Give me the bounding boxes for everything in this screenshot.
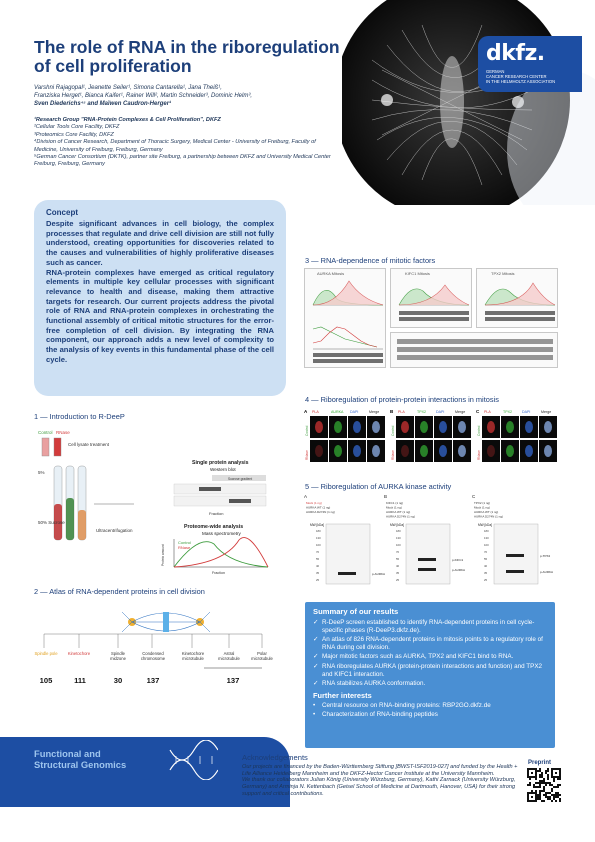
qr-code-icon[interactable] <box>527 768 561 802</box>
cell-signal <box>506 445 514 457</box>
ladder-mark: 55 <box>396 557 400 561</box>
condition-label: Mock (1 ng) <box>306 501 322 505</box>
logo-wordmark: dkfz. <box>486 41 545 66</box>
authors-line-3: Sven Diederichs⁴⁵ and Maïwen Caudron-Herger¹ <box>34 101 172 108</box>
title-line-2: of cell proliferation <box>34 56 192 76</box>
condition-label: AURKA WT (1 ng) <box>386 510 411 514</box>
band-label: p-AURKA <box>452 568 466 572</box>
band-label: p-AURKA <box>540 570 554 574</box>
summary-item-text: RNA stabilizes AURKA conformation. <box>322 680 426 688</box>
cell-signal <box>439 445 447 457</box>
acknowledgements <box>242 753 524 798</box>
fraction-label-1: Fraction <box>209 511 224 516</box>
cell-signal <box>458 445 466 457</box>
cell-signal <box>420 445 428 457</box>
ppi-column-label: PLA <box>398 410 405 414</box>
check-icon: ✓ <box>313 619 319 626</box>
blot-band <box>506 570 524 573</box>
ladder-mark: 100 <box>484 543 489 547</box>
check-icon: ✓ <box>313 662 319 670</box>
ppi-panel-letter: A <box>304 409 308 414</box>
pct50-label: 50% Sucrose <box>38 520 65 525</box>
ack-text-1: Our projects are financed by the Baden-Württemberg Stiftung [BWST-ISF2019-027] and funded by the Health + Life Alliance Heidelberg Mannheim and the DKFZ-Hector Cancer Institute at the University Mannheim. <box>242 764 518 777</box>
ladder-mark: 130 <box>484 536 489 540</box>
mass-spec-label: Mass spectrometry <box>202 531 241 536</box>
kifc1-panel <box>390 268 472 328</box>
proteome-rnase-label: RNase <box>178 545 191 550</box>
footer-line-1: Functional and <box>34 748 101 759</box>
ack-text-2: We thank our collaborators Julian König (University Würzburg, Germany), Kathi Zarnack (University Würzburg, Germany) and Arminja N. Kettenbach (Geisel School of Medicine at Dartmouth, Hanover, USA) for their strong support and critical contributions. <box>242 777 516 797</box>
cell-signal <box>353 445 361 457</box>
mw-label: MW [kDa] <box>310 523 324 527</box>
control-label: Control <box>38 430 53 435</box>
kinase-panel-letter: C <box>472 494 476 499</box>
category-condensed-chromosome: Condensed chromosome <box>140 651 166 661</box>
logo-sub-1: GERMAN <box>486 69 505 74</box>
tpx2-panel-title: TPX2 Mitosis <box>491 271 515 276</box>
count-spindle-midzone: 30 <box>113 676 123 685</box>
mitotic-spindle-image <box>342 0 595 205</box>
section-5-heading: 5 — Riboregulation of AURKA kinase activity <box>305 482 452 491</box>
single-protein-title: Single protein analysis <box>192 460 249 466</box>
ladder-mark: 70 <box>316 550 320 554</box>
concept-heading: Concept <box>46 208 78 217</box>
summary-item-text: An atlas of 826 RNA-dependent proteins in mitosis points to a regulatory role of RNA during cell division. <box>322 636 543 651</box>
blot-band <box>338 572 356 575</box>
footer-label <box>34 748 174 770</box>
protein-amount-label: Protein amount <box>161 544 165 566</box>
ladder-mark: 70 <box>396 550 400 554</box>
cell-signal <box>420 421 428 433</box>
ladder-mark: 130 <box>396 536 401 540</box>
section-1-heading: 1 — Introduction to R-DeeP <box>34 412 125 421</box>
category-astral-microtubule: Astral microtubule <box>218 651 240 661</box>
ppi-row-label: RNase <box>477 450 481 460</box>
cell-signal <box>334 445 342 457</box>
condition-label: Mock (1 ng) <box>386 505 402 510</box>
gradient-tubes-icon <box>54 466 86 540</box>
affiliation-3: ³Proteomics Core Facility, DKFZ <box>34 131 114 138</box>
footer-line-2: Structural Genomics <box>34 759 127 770</box>
aurka-panel-title: AURKA Mitosis <box>317 271 345 276</box>
aurka-blot-strip <box>313 353 383 357</box>
count-spindle-pole: 105 <box>39 676 53 685</box>
ppi-column-label: PLA <box>312 410 319 414</box>
bullet-icon: • <box>313 701 316 709</box>
bullet-icon: • <box>313 711 316 719</box>
ppi-column-label: Merge <box>455 410 466 414</box>
kifc1-panel-title: KIFC1 Mitosis <box>405 271 430 276</box>
affiliation-4: ⁴Division of Cancer Research, Department of Thoracic Surgery, Medical Center - University of Freiburg, Faculty of Medicine, University of Freiburg, Freiburg, Germany <box>34 139 316 153</box>
poster-title <box>34 38 354 76</box>
ppi-column-label: DAPI <box>350 410 359 414</box>
condition-label: AURKA D274N (1 ng) <box>306 510 336 514</box>
fraction-label-2: Fraction <box>212 571 225 575</box>
cell-signal <box>372 445 380 457</box>
category-kinetochore: Kinetochore <box>67 651 91 656</box>
ladder-mark: 55 <box>316 557 320 561</box>
ack-heading: Acknowledgements <box>242 753 308 762</box>
blot-band <box>418 568 436 571</box>
ladder-mark: 40 <box>396 564 400 568</box>
count-kinetochore: 111 <box>74 676 86 685</box>
condition-label: TPX2 (1 ng) <box>474 501 491 505</box>
preprint-label: Preprint <box>528 760 552 766</box>
cell-signal <box>353 421 361 433</box>
ppi-column-label: PLA <box>484 410 491 414</box>
count-condensed-chromosome: 137 <box>146 676 160 685</box>
further-interests-heading: Further interests <box>313 690 372 700</box>
ladder-mark: 130 <box>316 536 321 540</box>
western-rnase-band <box>229 499 251 503</box>
category-spindle-pole: Spindle pole <box>34 651 58 656</box>
ppi-row-label: Control <box>391 425 395 436</box>
summary-box <box>305 602 555 748</box>
condition-label: AURKA WT (1 ng) <box>474 510 499 514</box>
logo-sub-3: IN THE HELMHOLTZ ASSOCIATION <box>486 79 556 84</box>
logo-sub-2: CANCER RESEARCH CENTER <box>486 74 547 79</box>
condition-label: KIFC1 (1 ng) <box>386 501 404 505</box>
aurka-panel <box>304 268 386 368</box>
logo-subtitle <box>486 69 574 84</box>
ladder-mark: 35 <box>484 571 488 575</box>
concept-box <box>34 200 286 396</box>
check-icon: ✓ <box>313 636 319 644</box>
proteome-title: Proteome-wide analysis <box>184 524 244 530</box>
ppi-row-label: Control <box>477 425 481 436</box>
check-icon: ✓ <box>313 680 319 688</box>
ppi-panel-letter: B <box>390 409 394 414</box>
ppi-figure <box>304 408 560 466</box>
condition-label: AURKA D274N (1 ng) <box>386 514 416 519</box>
summary-item <box>313 680 547 688</box>
western-blot-label: Western blot <box>210 467 236 472</box>
ladder-mark: 70 <box>484 550 488 554</box>
ladder-mark: 180 <box>396 529 401 533</box>
section-3-heading: 3 — RNA-dependence of mitotic factors <box>305 256 436 265</box>
western-control-band <box>199 487 221 491</box>
condition-label: AURKA WT (1 ng) <box>306 505 331 510</box>
category-spindle-midzone: Spindle midzone <box>110 651 126 661</box>
ppi-column-label: TPX2 <box>417 410 426 414</box>
atlas-figure <box>34 600 290 688</box>
tpx2-panel <box>476 268 558 328</box>
western-rnase-lane <box>174 496 266 506</box>
affiliation-5: ⁵German Cancer Consortium (DKTK), partner site Freiburg, a partnership between DKFZ and University Medical Center Freiburg, Freiburg, Germany <box>34 154 331 168</box>
further-item-text: Characterization of RNA-binding peptides <box>322 711 438 719</box>
ppi-column-label: DAPI <box>436 410 445 414</box>
ladder-mark: 40 <box>316 564 320 568</box>
aurka-rnase-line <box>313 327 377 347</box>
summary-item <box>313 619 547 634</box>
ppi-panel-letter: C <box>476 409 480 414</box>
summary-item <box>313 636 547 651</box>
summary-item-text: Major mitotic factors such as AURKA, TPX2 and KIFC1 bind to RNA. <box>322 653 514 661</box>
rnase-label: RNase <box>56 430 70 435</box>
cell-signal <box>544 421 552 433</box>
further-item-text: Central resource on RNA-binding proteins: RBP2GO.dkfz.de <box>322 701 491 709</box>
category-polar-microtubule: Polar microtubule <box>251 651 273 661</box>
mw-label: MW [kDa] <box>478 523 492 527</box>
title-line-1: The role of RNA in the riboregulation <box>34 37 340 57</box>
cell-signal <box>487 445 495 457</box>
authors-line-1: Varshni Rajagopal¹, Jeanette Seiler¹, Simona Cantarella¹, Jana Theiß¹, <box>34 85 222 91</box>
concept-paragraph-2: RNA-protein complexes have emerged as critical regulatory elements in multiple key cellular processes with significant relevance to health and disease, making them attractive targets for research. Our current projects address the pivotal role of RNA and RNA-protein complexes in orchestrating the functional assembly of critical mitotic structures for the error-free completion of cell division. By integrating the RNA component, our approach adds a new level of complexity to the analysis of key events in this fundamental phase of the cell cycle. <box>46 267 274 364</box>
dkfz-logo <box>478 36 582 92</box>
summary-list <box>313 619 547 688</box>
concept-paragraph-1: Despite significant advances in cell biology, the complex processes that regulate and drive cell division are still not fully understood, creating opportunities for discoveries related to the causes and vulnerabilities of highly proliferative diseases such as cancer. <box>46 219 274 267</box>
tube-rnase-icon <box>54 438 61 456</box>
authors-line-2: Franziska Herget¹, Bianca Kaifer¹, Rainer Will², Martin Schneider³, Dominic Helm³, <box>34 93 253 100</box>
atlas-connectors <box>44 634 262 648</box>
summary-item-text: RNA riboregulates AURKA (protein-protein interactions and function) and TPX2 and KIFC1 interaction. <box>322 662 543 678</box>
affiliation-1: ¹Research Group "RNA-Protein Complexes & Cell Proliferation", DKFZ <box>34 117 221 123</box>
count-microtubules: 137 <box>226 676 240 685</box>
condition-label: AURKA D274N (1 ng) <box>474 514 504 519</box>
condition-label: Mock (1 ng) <box>474 505 490 510</box>
further-item <box>313 702 547 710</box>
further-list <box>313 702 547 719</box>
cell-signal <box>334 421 342 433</box>
ladder-mark: 35 <box>316 571 320 575</box>
kinase-panel-letter: A <box>304 494 308 499</box>
ladder-mark: 25 <box>316 578 320 582</box>
ladder-mark: 35 <box>396 571 400 575</box>
dna-helix-icon <box>166 740 218 780</box>
ultracentrifugation-label: Ultracentrifugation <box>96 528 133 533</box>
ladder-mark: 25 <box>396 578 400 582</box>
ladder-mark: 100 <box>396 543 401 547</box>
aurka-blot-strip-2 <box>313 359 383 363</box>
cell-signal <box>458 421 466 433</box>
ppi-column-label: Merge <box>541 410 552 414</box>
cell-signal <box>401 421 409 433</box>
ppi-column-label: DAPI <box>522 410 531 414</box>
further-item <box>313 711 547 719</box>
ppi-column-label: Merge <box>369 410 380 414</box>
cell-signal <box>315 421 323 433</box>
authors <box>34 84 334 109</box>
blot-band <box>418 558 436 561</box>
ppi-row-label: RNase <box>305 450 309 460</box>
band-label: p-KIFC1 <box>452 558 464 562</box>
cell-signal <box>439 421 447 433</box>
affiliation-2: ²Cellular Tools Core Facility, DKFZ <box>34 124 120 131</box>
cell-signal <box>401 445 409 457</box>
mitotic-spindle-cartoon-icon <box>122 612 210 632</box>
blot-band <box>506 554 524 557</box>
kinase-panel-letter: B <box>384 494 388 499</box>
ppi-row-label: Control <box>305 425 309 436</box>
rdeep-figure <box>34 424 286 576</box>
cell-signal <box>315 445 323 457</box>
cell-signal <box>487 421 495 433</box>
gradient-label: Sucrose gradient <box>228 477 253 481</box>
summary-heading: Summary of our results <box>313 607 399 616</box>
band-label: p-TPX2 <box>540 554 551 558</box>
section-2-heading: 2 — Atlas of RNA-dependent proteins in cell division <box>34 587 205 596</box>
ppi-column-label: AURKA <box>331 410 344 414</box>
ppi-column-label: TPX2 <box>503 410 512 414</box>
ladder-mark: 180 <box>484 529 489 533</box>
fraction-blots-panel <box>390 332 558 368</box>
summary-item <box>313 653 547 661</box>
kinase-figure <box>304 494 560 590</box>
category-kinetochore-microtubule: Kinetochore microtubule <box>181 651 205 661</box>
proteome-control-label: Control <box>178 540 191 545</box>
cell-signal <box>544 445 552 457</box>
cell-signal <box>525 445 533 457</box>
western-blot <box>406 524 450 584</box>
check-icon: ✓ <box>313 653 319 661</box>
ppi-row-label: RNase <box>391 450 395 460</box>
cell-signal <box>372 421 380 433</box>
lysate-label: Cell lysate treatment <box>68 442 110 447</box>
ladder-mark: 100 <box>316 543 321 547</box>
ladder-mark: 55 <box>484 557 488 561</box>
section-4-heading: 4 — Riboregulation of protein-protein interactions in mitosis <box>305 395 499 404</box>
ladder-mark: 25 <box>484 578 488 582</box>
summary-item-text: R-DeeP screen established to identify RNA-dependent proteins in cell cycle-specific phases (R-DeeP3.dkfz.de). <box>322 619 535 634</box>
affiliations <box>34 117 334 169</box>
cell-signal <box>506 421 514 433</box>
summary-item <box>313 663 547 678</box>
band-label: p-AURKA <box>372 572 386 576</box>
cell-signal <box>525 421 533 433</box>
tube-control-icon <box>42 438 49 456</box>
mw-label: MW [kDa] <box>390 523 404 527</box>
mitotic-factors-figure <box>304 268 560 368</box>
pct5-label: 5% <box>38 470 45 475</box>
ladder-mark: 180 <box>316 529 321 533</box>
ladder-mark: 40 <box>484 564 488 568</box>
